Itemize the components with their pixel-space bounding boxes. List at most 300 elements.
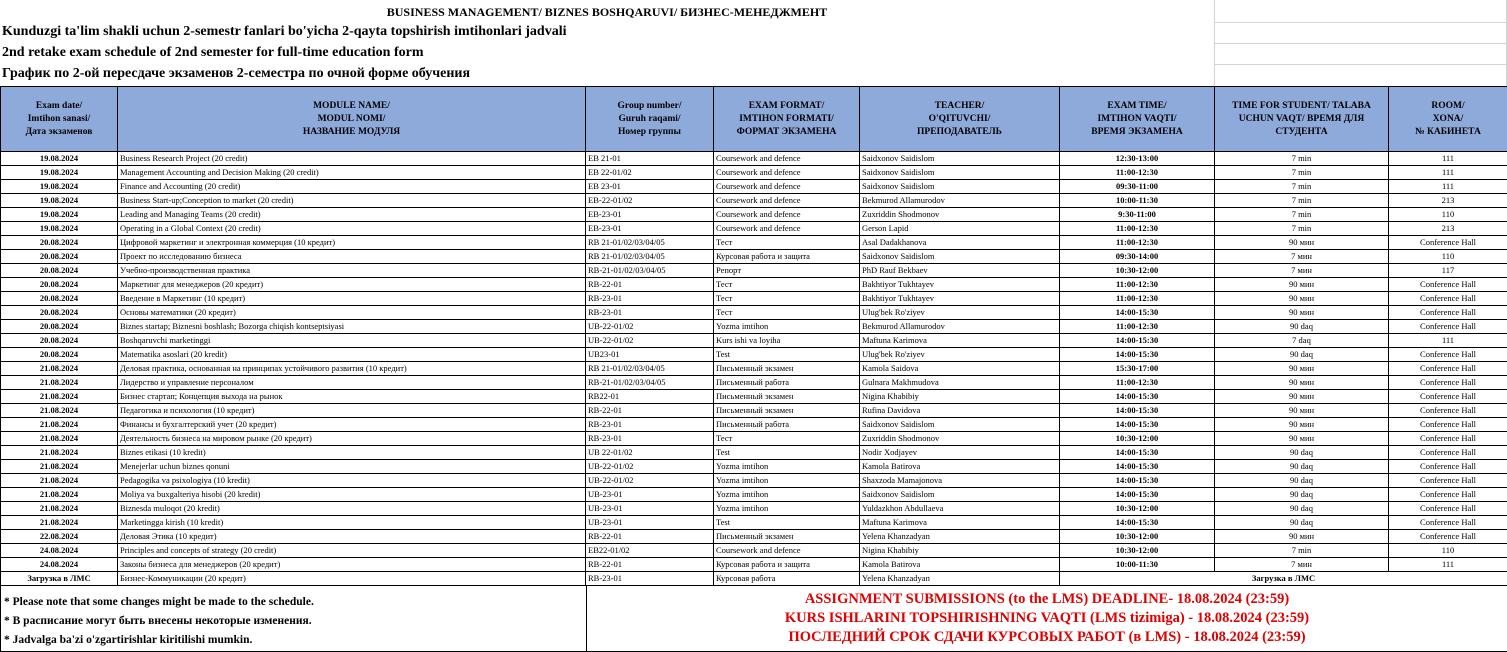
cell-time: 10:00-11:30 [1060, 194, 1215, 208]
cell-group: RB-23-01 [586, 572, 714, 586]
cell-teacher: Rufina Davidova [860, 404, 1060, 418]
cell-date: 20.08.2024 [1, 264, 118, 278]
table-row [1, 250, 1507, 264]
grid-line [1214, 43, 1506, 44]
cell-time: 14:00-15:30 [1060, 390, 1215, 404]
note-uz: * Jadvalga ba'zi o'zgartirishlar kiritilishi mumkin. [4, 634, 253, 646]
cell-group: EB-23-01 [586, 222, 714, 236]
cell-format: Письменный экзамен [714, 530, 860, 544]
cell-time: 14:00-15:30 [1060, 488, 1215, 502]
cell-group: RB-21-01/02/03/04/05 [586, 376, 714, 390]
cell-student-time: 90 мин [1215, 236, 1389, 250]
cell-group: RB 21-01/02/03/04/05 [586, 250, 714, 264]
cell-date: 21.08.2024 [1, 432, 118, 446]
table-row [1, 306, 1507, 320]
table-row [1, 502, 1507, 516]
cell-room: Conference Hall [1389, 320, 1507, 334]
cell-group: RB-22-01 [586, 558, 714, 572]
cell-teacher: Asal Dadakhanova [860, 236, 1060, 250]
cell-room: Conference Hall [1389, 474, 1507, 488]
cell-student-time: 90 daq [1215, 320, 1389, 334]
cell-format: Coursework and defence [714, 208, 860, 222]
cell-group: RB 21-01/02/03/04/05 [586, 236, 714, 250]
cell-time: 09:30-11:00 [1060, 180, 1215, 194]
cell-teacher: Gerson Lapid [860, 222, 1060, 236]
cell-group: RB-23-01 [586, 292, 714, 306]
table-row [1, 152, 1507, 166]
table-row [1, 376, 1507, 390]
cell-group: EB-22-01/02 [586, 194, 714, 208]
cell-room: 110 [1389, 208, 1507, 222]
cell-module: Основы математики (20 кредит) [118, 306, 586, 320]
cell-format: Курсовая работа [714, 572, 860, 586]
cell-format: Письменный работа [714, 376, 860, 390]
cell-teacher: Bekmurod Allamurodov [860, 194, 1060, 208]
cell-room: Conference Hall [1389, 530, 1507, 544]
cell-teacher: Zuxriddin Shodmonov [860, 432, 1060, 446]
cell-student-time: 90 daq [1215, 488, 1389, 502]
cell-format: Yozma imtihon [714, 320, 860, 334]
cell-teacher: Ulug'bek Ro'ziyev [860, 306, 1060, 320]
table-body [1, 152, 1507, 572]
cell-time: 10:30-12:00 [1060, 530, 1215, 544]
cell-date: 20.08.2024 [1, 278, 118, 292]
cell-time: 14:00-15:30 [1060, 460, 1215, 474]
cell-room: Conference Hall [1389, 488, 1507, 502]
cell-date: 22.08.2024 [1, 530, 118, 544]
cell-time: 11:00-12:30 [1060, 166, 1215, 180]
table-row [1, 334, 1507, 348]
col-header-time: EXAM TIME/ IMTIHON VAQTI/ ВРЕМЯ ЭКЗАМЕНА [1060, 87, 1215, 152]
cell-time: 11:00-12:30 [1060, 236, 1215, 250]
cell-date: 20.08.2024 [1, 320, 118, 334]
cell-module: Деятельность бизнеса на мировом рынке (20 кредит) [118, 432, 586, 446]
cell-format: Yozma imtihon [714, 474, 860, 488]
cell-room: 111 [1389, 334, 1507, 348]
cell-student-time: 90 daq [1215, 502, 1389, 516]
cell-student-time: 90 daq [1215, 460, 1389, 474]
cell-room: 213 [1389, 194, 1507, 208]
cell-time: 15:30-17:00 [1060, 362, 1215, 376]
cell-date: 21.08.2024 [1, 390, 118, 404]
cell-room: 111 [1389, 152, 1507, 166]
cell-format: Coursework and defence [714, 166, 860, 180]
cell-module: Бизнес стартап; Концепция выхода на рынок [118, 390, 586, 404]
cell-room: 110 [1389, 544, 1507, 558]
table-row [1, 166, 1507, 180]
cell-room: Conference Hall [1389, 278, 1507, 292]
cell-date: 21.08.2024 [1, 460, 118, 474]
table-row [1, 264, 1507, 278]
cell-module: Biznes etikasi (10 kredit) [118, 446, 586, 460]
deadline-ru: ПОСЛЕДНИЙ СРОК СДАЧИ КУРСОВЫХ РАБОТ (в LMS) - 18.08.2024 (23:59) [788, 629, 1306, 645]
cell-format: Курсовая работа и защита [714, 558, 860, 572]
cell-format: Yozma imtihon [714, 502, 860, 516]
cell-date: 21.08.2024 [1, 488, 118, 502]
subtitle-ru: График по 2-ой пересдаче экзаменов 2-семестра по очной форме обучения [2, 66, 471, 81]
grid-line [1214, 64, 1506, 65]
cell-module: Маркетинг для менеджеров (20 кредит) [118, 278, 586, 292]
cell-student-time: 90 мин [1215, 362, 1389, 376]
cell-module: Деловая Этика (10 кредит) [118, 530, 586, 544]
cell-teacher: Nodir Xodjayev [860, 446, 1060, 460]
cell-room: 117 [1389, 264, 1507, 278]
cell-date: 21.08.2024 [1, 502, 118, 516]
cell-room: Conference Hall [1389, 348, 1507, 362]
cell-room: Conference Hall [1389, 306, 1507, 320]
cell-module: Biznes startap; Biznesni boshlash; Bozorga chiqish kontseptsiyasi [118, 320, 586, 334]
cell-room: 110 [1389, 250, 1507, 264]
cell-room: Conference Hall [1389, 418, 1507, 432]
table-row [1, 460, 1507, 474]
cell-group: UB-22-01/02 [586, 460, 714, 474]
table-row [1, 390, 1507, 404]
cell-time: 14:00-15:30 [1060, 516, 1215, 530]
notes-box [1, 585, 587, 651]
cell-module: Boshqaruvchi marketinggi [118, 334, 586, 348]
table-row [1, 432, 1507, 446]
cell-student-time: 90 мин [1215, 292, 1389, 306]
cell-group: EB 22-01/02 [586, 166, 714, 180]
col-header-room: ROOM/ XONA/ № КАБИНЕТА [1389, 87, 1507, 152]
cell-format: Test [714, 446, 860, 460]
cell-teacher: PhD Rauf Bekbaev [860, 264, 1060, 278]
subtitle-en: 2nd retake exam schedule of 2nd semester for full-time education form [2, 45, 424, 60]
table-row [1, 418, 1507, 432]
cell-room: Conference Hall [1389, 432, 1507, 446]
cell-teacher: Zuxriddin Shodmonov [860, 208, 1060, 222]
cell-lms-upload: Загрузка в ЛМС [1060, 572, 1507, 586]
cell-module: Moliya va buxgalteriya hisobi (20 kredit) [118, 488, 586, 502]
cell-module: Лидерство и управление персоналом [118, 376, 586, 390]
table-row [1, 194, 1507, 208]
table-row [1, 516, 1507, 530]
cell-format: Тест [714, 292, 860, 306]
cell-time: 09:30-14:00 [1060, 250, 1215, 264]
cell-date: 19.08.2024 [1, 194, 118, 208]
cell-student-time: 7 min [1215, 194, 1389, 208]
cell-time: 10:30-12:00 [1060, 502, 1215, 516]
note-ru: * В расписание могут быть внесены некоторые изменения. [4, 615, 312, 627]
cell-group: RB-22-01 [586, 530, 714, 544]
cell-student-time: 7 min [1215, 544, 1389, 558]
cell-time: 11:00-12:30 [1060, 376, 1215, 390]
table-row [1, 278, 1507, 292]
cell-teacher: Bekmurod Allamurodov [860, 320, 1060, 334]
cell-group: RB-23-01 [586, 306, 714, 320]
cell-module: Законы бизнеса для менеджеров (20 кредит) [118, 558, 586, 572]
cell-group: RB 21-01/02/03/04/05 [586, 362, 714, 376]
cell-student-time: 90 daq [1215, 516, 1389, 530]
cell-student-time: 7 мин [1215, 264, 1389, 278]
col-header-format: EXAM FORMAT/ IMTIHON FORMATI/ ФОРМАТ ЭКЗАМЕНА [714, 87, 860, 152]
cell-teacher: Yelena Khanzadyan [860, 572, 1060, 586]
cell-room: 213 [1389, 222, 1507, 236]
cell-format: Репорт [714, 264, 860, 278]
cell-room: 111 [1389, 180, 1507, 194]
cell-module: Menejerlar uchun biznes qonuni [118, 460, 586, 474]
cell-module: Matematika asoslari (20 kredit) [118, 348, 586, 362]
cell-date: 20.08.2024 [1, 292, 118, 306]
table-row [1, 236, 1507, 250]
table-row [1, 404, 1507, 418]
cell-format: Yozma imtihon [714, 488, 860, 502]
cell-module: Деловая практика, основанная на принципах устойчивого развития (10 кредит) [118, 362, 586, 376]
cell-student-time: 90 daq [1215, 348, 1389, 362]
cell-student-time: 7 min [1215, 208, 1389, 222]
cell-time: 14:00-15:30 [1060, 404, 1215, 418]
cell-student-time: 90 daq [1215, 446, 1389, 460]
cell-time: 11:00-12:30 [1060, 320, 1215, 334]
table-row [1, 558, 1507, 572]
cell-format: Coursework and defence [714, 152, 860, 166]
cell-student-time: 90 мин [1215, 278, 1389, 292]
cell-date: 21.08.2024 [1, 474, 118, 488]
cell-module: Педагогика и психология (10 кредит) [118, 404, 586, 418]
cell-teacher: Yuldazkhon Abdullaeva [860, 502, 1060, 516]
cell-date: 21.08.2024 [1, 404, 118, 418]
cell-group: EB 21-01 [586, 152, 714, 166]
cell-module: Management Accounting and Decision Making (20 credit) [118, 166, 586, 180]
cell-group: UB-22-01/02 [586, 320, 714, 334]
cell-module: Бизнес-Коммуникации (20 кредит) [118, 572, 586, 586]
cell-student-time: 90 мин [1215, 376, 1389, 390]
cell-group: UB-23-01 [586, 502, 714, 516]
cell-module: Finance and Accounting (20 credit) [118, 180, 586, 194]
cell-group: UB-22-01/02 [586, 474, 714, 488]
cell-format: Письменный экзамен [714, 362, 860, 376]
cell-format: Письменный экзамен [714, 404, 860, 418]
cell-date: 20.08.2024 [1, 236, 118, 250]
cell-format: Test [714, 348, 860, 362]
cell-format: Coursework and defence [714, 180, 860, 194]
cell-time: 14:00-15:30 [1060, 418, 1215, 432]
cell-teacher: Bakhtiyor Tukhtayev [860, 292, 1060, 306]
table-row [1, 348, 1507, 362]
cell-group: UB-23-01 [586, 488, 714, 502]
cell-module: Учебно-производственная практика [118, 264, 586, 278]
cell-room: Conference Hall [1389, 236, 1507, 250]
col-header-student-time: TIME FOR STUDENT/ TALABA UCHUN VAQT/ ВРЕМЯ ДЛЯ СТУДЕНТА [1215, 87, 1389, 152]
cell-date: 20.08.2024 [1, 306, 118, 320]
table-row [1, 208, 1507, 222]
table-row [1, 474, 1507, 488]
cell-room: Conference Hall [1389, 460, 1507, 474]
table-row [1, 530, 1507, 544]
deadline-uz: KURS ISHLARINI TOPSHIRISHNING VAQTI (LMS tizimiga) - 18.08.2024 (23:59) [784, 610, 1310, 626]
cell-student-time: 7 min [1215, 180, 1389, 194]
cell-format: Курсовая работа и защита [714, 250, 860, 264]
cell-format: Тест [714, 236, 860, 250]
cell-room: Conference Hall [1389, 390, 1507, 404]
cell-time: 10:30-12:00 [1060, 544, 1215, 558]
cell-time: 12:30-13:00 [1060, 152, 1215, 166]
cell-date: 20.08.2024 [1, 250, 118, 264]
cell-time: 11:00-12:30 [1060, 278, 1215, 292]
cell-teacher: Kamola Batirova [860, 460, 1060, 474]
cell-teacher: Gulnara Makhmudova [860, 376, 1060, 390]
cell-format: Тест [714, 306, 860, 320]
cell-teacher: Maftuna Karimova [860, 516, 1060, 530]
cell-module: Pedagogika va psixologiya (10 kredit) [118, 474, 586, 488]
cell-student-time: 90 мин [1215, 530, 1389, 544]
cell-group: UB-22-01/02 [586, 334, 714, 348]
exam-schedule-table [0, 86, 1507, 586]
cell-student-time: 90 мин [1215, 418, 1389, 432]
cell-module: Business Research Project (20 credit) [118, 152, 586, 166]
cell-student-time: 7 мин [1215, 250, 1389, 264]
cell-student-time: 90 мин [1215, 432, 1389, 446]
cell-module: Leading and Managing Teams (20 credit) [118, 208, 586, 222]
cell-time: 14:00-15:30 [1060, 306, 1215, 320]
cell-student-time: 90 мин [1215, 404, 1389, 418]
col-header-group: Group number/ Guruh raqami/ Номер группы [586, 87, 714, 152]
cell-teacher: Maftuna Karimova [860, 334, 1060, 348]
cell-module: Цифровой маркетинг и электронная коммерция (10 кредит) [118, 236, 586, 250]
table-row [1, 180, 1507, 194]
cell-room: Conference Hall [1389, 376, 1507, 390]
cell-date: 21.08.2024 [1, 376, 118, 390]
cell-group: RB-22-01 [586, 404, 714, 418]
table-row [1, 362, 1507, 376]
cell-time: 9:30-11:00 [1060, 208, 1215, 222]
cell-date: 19.08.2024 [1, 180, 118, 194]
cell-room: Conference Hall [1389, 362, 1507, 376]
subtitle-uz: Kunduzgi ta'lim shakli uchun 2-semestr fanlari bo'yicha 2-qayta topshirish imtihonlari jadvali [2, 24, 567, 39]
cell-format: Test [714, 516, 860, 530]
cell-teacher: Nigina Khabibiy [860, 544, 1060, 558]
cell-teacher: Bakhtiyor Tukhtayev [860, 278, 1060, 292]
cell-teacher: Ulug'bek Ro'ziyev [860, 348, 1060, 362]
cell-time: 10:30-12:00 [1060, 432, 1215, 446]
cell-date: 19.08.2024 [1, 152, 118, 166]
cell-time: 10:30-12:00 [1060, 264, 1215, 278]
cell-format: Coursework and defence [714, 222, 860, 236]
cell-group: UB 22-01/02 [586, 446, 714, 460]
cell-teacher: Saidxonov Saidislom [860, 166, 1060, 180]
table-row [1, 544, 1507, 558]
cell-student-time: 7 daq [1215, 334, 1389, 348]
cell-teacher: Kamola Batirova [860, 558, 1060, 572]
cell-date: 21.08.2024 [1, 362, 118, 376]
cell-group: UB-23-01 [586, 516, 714, 530]
cell-student-time: 7 min [1215, 152, 1389, 166]
cell-group: RB22-01 [586, 390, 714, 404]
cell-date: 24.08.2024 [1, 544, 118, 558]
cell-student-time: 90 daq [1215, 474, 1389, 488]
cell-module: Operating in a Global Context (20 credit) [118, 222, 586, 236]
table-row [1, 320, 1507, 334]
cell-group: EB22-01/02 [586, 544, 714, 558]
col-header-module: MODULE NAME/ MODUL NOMI/ НАЗВАНИЕ МОДУЛЯ [118, 87, 586, 152]
deadline-box [587, 590, 1507, 647]
cell-teacher: Saidxonov Saidislom [860, 488, 1060, 502]
table-row [1, 292, 1507, 306]
cell-module: Финансы и бухгалтерский учет (20 кредит) [118, 418, 586, 432]
cell-date: 19.08.2024 [1, 222, 118, 236]
cell-group: RB-22-01 [586, 278, 714, 292]
cell-group: RB-23-01 [586, 418, 714, 432]
cell-student-time: 7 мин [1215, 558, 1389, 572]
cell-student-time: 90 мин [1215, 306, 1389, 320]
table-row-lms [1, 572, 1507, 586]
deadline-en: ASSIGNMENT SUBMISSIONS (to the LMS) DEADLINE- 18.08.2024 (23:59) [804, 591, 1290, 607]
cell-format: Yozma imtihon [714, 460, 860, 474]
cell-room: Conference Hall [1389, 292, 1507, 306]
cell-room: Conference Hall [1389, 502, 1507, 516]
cell-teacher: Kamola Saidova [860, 362, 1060, 376]
cell-date: 20.08.2024 [1, 334, 118, 348]
cell-format: Coursework and defence [714, 194, 860, 208]
cell-teacher: Saidxonov Saidislom [860, 152, 1060, 166]
cell-module: Principles and concepts of strategy (20 credit) [118, 544, 586, 558]
cell-room: Conference Hall [1389, 516, 1507, 530]
table-row [1, 488, 1507, 502]
cell-teacher: Shaxzoda Mamajonova [860, 474, 1060, 488]
cell-teacher: Saidxonov Saidislom [860, 250, 1060, 264]
cell-time: 14:00-15:30 [1060, 348, 1215, 362]
cell-time: 11:00-12:30 [1060, 292, 1215, 306]
cell-teacher: Yelena Khanzadyan [860, 530, 1060, 544]
cell-room: Conference Hall [1389, 446, 1507, 460]
cell-module: Business Start-up;Conception to market (20 credit) [118, 194, 586, 208]
col-header-date: Exam date/ Imtihon sanasi/ Дата экзаменов [1, 87, 118, 152]
cell-group: EB 23-01 [586, 180, 714, 194]
cell-student-time: 7 min [1215, 166, 1389, 180]
cell-date: 20.08.2024 [1, 348, 118, 362]
cell-room: Conference Hall [1389, 404, 1507, 418]
cell-student-time: 90 мин [1215, 390, 1389, 404]
cell-time: 10:00-11:30 [1060, 558, 1215, 572]
cell-format: Тест [714, 432, 860, 446]
cell-module: Проект по исследованию бизнеса [118, 250, 586, 264]
cell-date: 21.08.2024 [1, 516, 118, 530]
cell-room: 111 [1389, 558, 1507, 572]
cell-time: 14:00-15:30 [1060, 334, 1215, 348]
col-header-teacher: TEACHER/ O'QITUVCHI/ ПРЕПОДАВАТЕЛЬ [860, 87, 1060, 152]
table-row [1, 222, 1507, 236]
footer [0, 585, 1507, 652]
cell-time: 14:00-15:30 [1060, 474, 1215, 488]
cell-format: Письменный экзамен [714, 390, 860, 404]
cell-date: 24.08.2024 [1, 558, 118, 572]
cell-date: 19.08.2024 [1, 208, 118, 222]
cell-group: RB-23-01 [586, 432, 714, 446]
cell-date: 21.08.2024 [1, 418, 118, 432]
cell-teacher: Nigina Khabibiy [860, 390, 1060, 404]
cell-group: RB-21-01/02/03/04/05 [586, 264, 714, 278]
cell-format: Письменный работа [714, 418, 860, 432]
cell-format: Coursework and defence [714, 544, 860, 558]
grid-line [1214, 22, 1506, 23]
header-row [1, 87, 1507, 152]
cell-group: EB-23-01 [586, 208, 714, 222]
cell-module: Marketingga kirish (10 kredit) [118, 516, 586, 530]
note-en: * Please note that some changes might be made to the schedule. [4, 596, 314, 608]
cell-date: Загрузка в ЛМС [1, 572, 118, 586]
cell-format: Kurs ishi va loyiha [714, 334, 860, 348]
cell-date: 19.08.2024 [1, 166, 118, 180]
cell-teacher: Saidxonov Saidislom [860, 180, 1060, 194]
cell-time: 14:00-15:30 [1060, 446, 1215, 460]
cell-module: Введение в Маркетинг (10 кредит) [118, 292, 586, 306]
document-title: BUSINESS MANAGEMENT/ BIZNES BOSHQARUVI/ БИЗНЕС-МЕНЕДЖМЕНТ [386, 5, 828, 19]
cell-room: 111 [1389, 166, 1507, 180]
cell-teacher: Saidxonov Saidislom [860, 418, 1060, 432]
cell-date: 21.08.2024 [1, 446, 118, 460]
cell-format: Тест [714, 278, 860, 292]
cell-group: UB23-01 [586, 348, 714, 362]
